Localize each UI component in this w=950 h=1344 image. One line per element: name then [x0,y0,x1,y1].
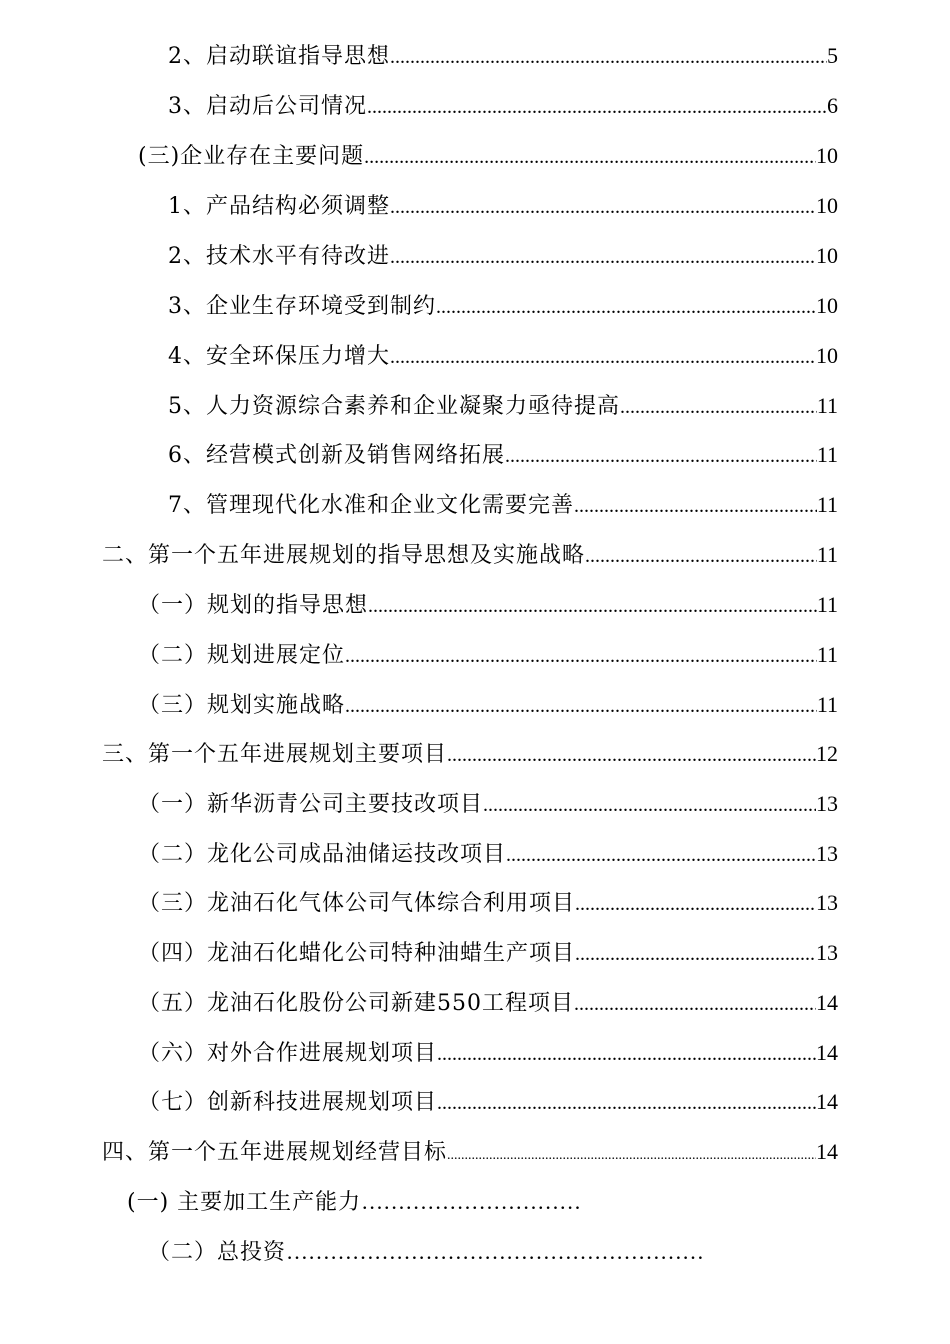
toc-page-number: 10 [816,243,838,268]
toc-entry[interactable] [138,888,838,918]
toc-leader [364,142,816,172]
toc-entry[interactable] [168,291,838,321]
toc-entry[interactable] [168,41,838,71]
toc-entry-title: （五）龙油石化股份公司新建550工程项目 [138,991,574,1016]
toc-entry-title: 三、第一个五年进展规划主要项目 [102,742,448,767]
toc-entry[interactable] [138,938,838,968]
toc-entry-title: （七）创新科技进展规划项目 [138,1090,438,1115]
toc-page-number: 13 [816,841,838,866]
toc-page-number: 13 [816,890,838,915]
toc-leader [483,790,816,820]
toc-entry[interactable] [138,141,838,171]
toc-entry-title: （三）规划实施战略 [138,693,346,718]
toc-leader [437,1039,816,1069]
toc-entry-title: 7、管理现代化水准和企业文化需要完善 [168,493,574,518]
toc-entry-title: 4、安全环保压力增大 [168,344,390,369]
toc-leader [447,1138,816,1171]
toc-entry[interactable] [102,1137,838,1167]
toc-leader [368,591,817,621]
toc-entry-title: 四、第一个五年进展规划经营目标 [102,1140,448,1165]
toc-entry[interactable] [138,789,838,819]
toc-entry-title: （二）总投资 [148,1240,287,1265]
toc-leader [390,342,816,372]
toc-entry[interactable] [138,839,838,869]
toc-page-number: 11 [816,692,838,717]
toc-page-number: 14 [816,1040,838,1065]
toc-leader [345,691,817,721]
toc-entry-title: 3、企业生存环境受到制约 [168,294,436,319]
toc-entry[interactable] [138,988,838,1018]
toc-entry-title: （四）龙油石化蜡化公司特种油蜡生产项目 [138,941,576,966]
toc-leader [575,889,816,919]
toc-entry[interactable] [168,191,838,221]
toc-entry-title: 5、人力资源综合素养和企业凝聚力亟待提高 [168,394,620,419]
toc-entry-title: 1、产品结构必须调整 [168,194,390,219]
toc-leader [574,989,816,1019]
toc-entry-title: (三)企业存在主要问题 [138,144,365,169]
toc-page-number: 5 [827,43,838,68]
toc-entry-title: （二）规划进展定位 [138,643,346,668]
toc-page-number: 11 [816,642,838,667]
toc-entry[interactable] [138,640,838,670]
toc-entry-title: （六）对外合作进展规划项目 [138,1041,438,1066]
toc-entry[interactable] [138,1087,838,1117]
toc-leader: ………………………… [361,1189,582,1214]
toc-leader [585,541,817,571]
toc-entry[interactable] [138,690,838,720]
toc-page-number: 11 [816,592,838,617]
toc-leader [506,840,816,870]
toc-trailing-entry[interactable] [127,1187,581,1218]
toc-entry[interactable] [168,440,838,470]
toc-entry-title: 二、第一个五年进展规划的指导思想及实施战略 [102,543,586,568]
toc-leader [390,192,816,222]
toc-leader [367,92,827,122]
toc-page-number: 10 [816,293,838,318]
toc-entry-title: （一）新华沥青公司主要技改项目 [138,792,484,817]
toc-entry-title: 3、启动后公司情况 [168,94,367,119]
toc-leader [574,491,817,521]
toc-leader [436,292,816,322]
toc-page-number: 10 [816,143,838,168]
toc-leader [620,392,817,422]
toc-entry[interactable] [138,1038,838,1068]
toc-entry-title: （一）规划的指导思想 [138,593,369,618]
toc-entry[interactable] [102,739,838,769]
toc-entry-title: (一) 主要加工生产能力 [127,1190,362,1215]
toc-page-number: 14 [816,1139,838,1164]
toc-page-number: 13 [816,791,838,816]
toc-page-number: 11 [816,442,838,467]
toc-page-number: 12 [816,741,838,766]
toc-entry[interactable] [168,341,838,371]
toc-page-number: 13 [816,940,838,965]
toc-entry-title: 2、技术水平有待改进 [168,244,390,269]
toc-entry-title: （二）龙化公司成品油储运技改项目 [138,842,507,867]
toc-leader [345,641,817,671]
toc-leader [505,441,817,471]
toc-leader [390,42,827,72]
toc-page-number: 11 [816,492,838,517]
toc-page-number: 14 [816,990,838,1015]
toc-trailing-entry[interactable] [148,1237,704,1268]
toc-leader [437,1088,816,1118]
toc-entry[interactable] [138,590,838,620]
toc-page-number: 11 [816,542,838,567]
toc-page-number: 10 [816,193,838,218]
toc-page-number: 11 [816,393,838,418]
toc-entry[interactable] [168,241,838,271]
toc-entry-title: （三）龙油石化气体公司气体综合利用项目 [138,891,576,916]
toc-page-number: 10 [816,343,838,368]
toc-leader [447,740,816,770]
toc-entry[interactable] [168,391,838,421]
toc-entry-title: 6、经营模式创新及销售网络拓展 [168,443,505,468]
toc-entry[interactable] [102,540,838,570]
toc-entry[interactable] [168,91,838,121]
toc-leader [575,939,816,969]
toc-entry-title: 2、启动联谊指导思想 [168,44,390,69]
toc-page-number: 14 [816,1089,838,1114]
toc-leader [390,242,816,272]
toc-page-number: 6 [827,93,838,118]
toc-entry[interactable] [168,490,838,520]
toc-leader: ………………………………………………… [286,1239,705,1264]
